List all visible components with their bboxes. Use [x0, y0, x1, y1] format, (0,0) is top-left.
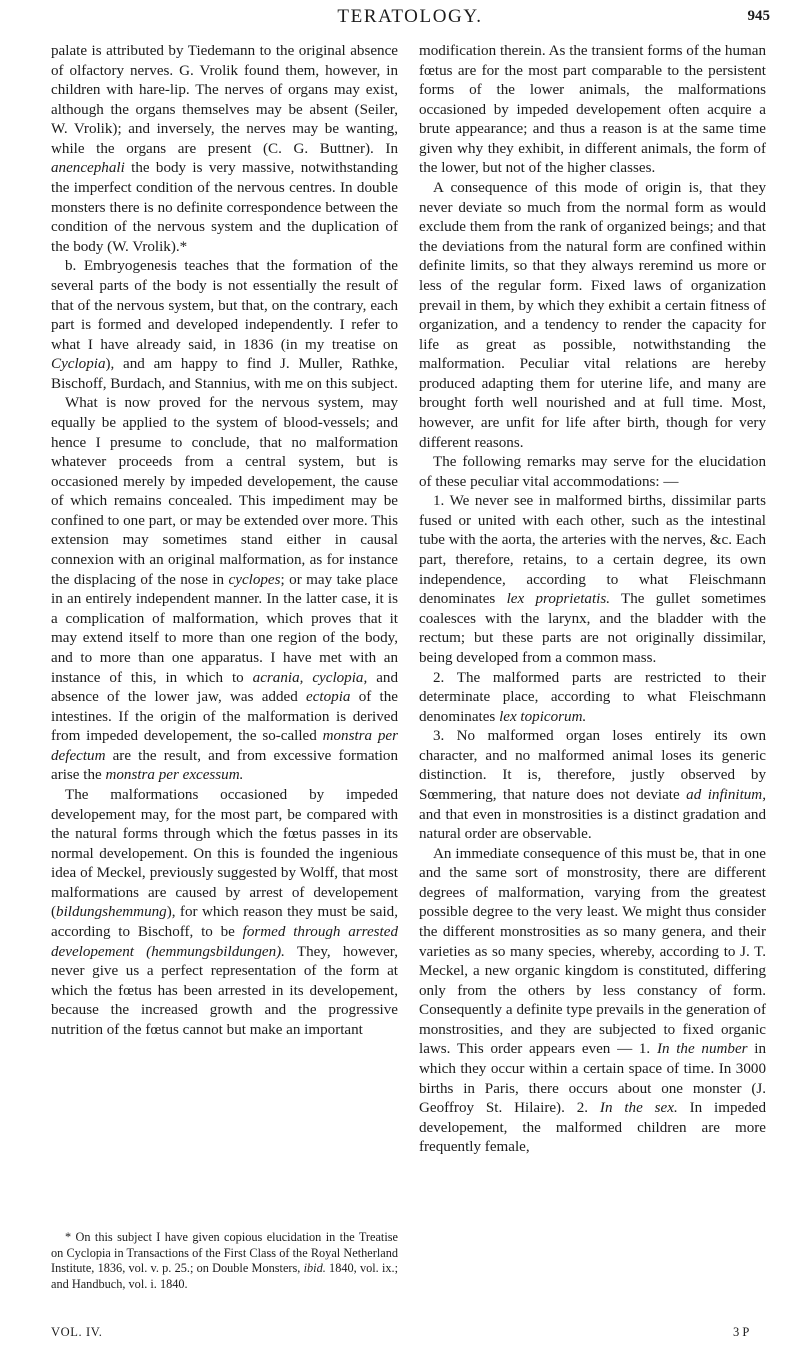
running-title: TERATOLOGY.	[337, 6, 483, 27]
right-paragraph-3: The following remarks may serve for the elucidation of these peculiar vital accommodations: —	[419, 454, 766, 490]
left-paragraph-2: b. Embryogenesis teaches that the formation of the several parts of the body is not essentially the result of that of the nervous system, but that, on the contrary, each part is formed and developed independently. I refer to what I have already said, in 1836 (in my treatise on Cyclopia), and am happy to find J. Muller, Rathke, Bischoff, Burdach, and Stannius, with me on this subject.	[51, 258, 398, 392]
right-paragraph-5: 2. The malformed parts are restricted to their determinate place, according to what Fleischmann denominates lex topicorum.	[419, 669, 766, 725]
right-column	[419, 42, 766, 1158]
left-paragraph-4: The malformations occasioned by impeded developement may, for the most part, be compared with the natural forms through which the fœtus passes in its normal developement. On this is founded the ingenious idea of Meckel, previously suggested by Wolff, that most malformations are caused by arrest of developement (bildungshemmung), for which reason they must be said, according to Bischoff, to be formed through arrested developement (hemmungsbildungen). They, however, never give us a perfect representation of the form at which the fœtus has been arrested in its developement, because the increased growth and the progressive nutrition of the fœtus cannot but make an important	[51, 786, 399, 1038]
right-paragraph-6: 3. No malformed organ loses entirely its own character, and no malformed animal loses its generic distinction. It is, therefore, justly observed by Sœmmering, that nature does not deviate ad infinitum, and that even in monstrosities is a distinct gradation and natural order are observable.	[419, 728, 766, 843]
right-paragraph-7: An immediate consequence of this must be, that in one and the same sort of monstrosity, there are different degrees of malformation, varying from the greatest possible degree to the very least. We might thus consider the different monstrosities as so many genera, and their varieties as so many species, whereby, according to J. T. Meckel, a new organic kingdom is constituted, differing only from the others by less constancy of form. Consequently a definite type prevails in the generation of monstrosities, and they are subjected to fixed organic laws. This order appears even — 1. In the number in which they occur within a certain space of time. In 3000 births in Paris, there occurs about one monster (J. Geoffroy St. Hilaire). 2. In the sex. In impeded developement, the malformed children are more frequently female,	[419, 845, 767, 1156]
volume-signature: VOL. IV.	[51, 1325, 103, 1339]
right-paragraph-2: A consequence of this mode of origin is, that they never deviate so much from the normal form as would exclude them from the rank of organized beings; and that the deviations from the natural form are confined within definite limits, so that they always reremind us more or less of the regular form. Fixed laws of organization prevail in them, by which they exhibit a certain fitness of organization, and a tendency to render the capacity for life as great as possible, notwithstanding the malformation. Peculiar vital relations are hereby produced adapting them for uterine life, and many are brought forth well nourished and at full time. Most, however, are unfit for life after birth, though for very different reasons.	[419, 180, 766, 451]
left-paragraph-3: What is now proved for the nervous system, may equally be applied to the system of blood-vessels; and hence I presume to conclude, that no malformation whatever proceeds from a central system, but is occasioned merely by impeded developement, the cause of which remains concealed. This impediment may be confined to one part, or may be extended over more. This extension may sometimes stand either in causal connexion with an original malformation, as for instance the displacing of the nose in cyclopes; or may take place in an entirely independent manner. In the latter case, it is a complication of malformation, which proves that it may extend itself to more than one region of the body, and to more than one apparatus. I have met with an instance of this, in which to acrania, cyclopia, and absence of the lower jaw, was added ectopia of the intestines. If the origin of the malformation is derived from impeded developement, the so-called monstra per defectum are the result, and from excessive formation arise the monstra per excessum.	[51, 395, 399, 784]
footnote	[51, 1230, 398, 1292]
sheet-signature: 3 P	[733, 1325, 750, 1339]
left-column	[51, 42, 398, 1040]
right-paragraph-1: modification therein. As the transient forms of the human fœtus are for the most part comparable to the persistent forms of the lower animals, the malformations occasioned by impeded developement often acquire a brute appearance; and thus a reason is at the same time given why they exhibit, in different animals, the form of the lower, but not of the higher classes.	[419, 43, 766, 177]
right-paragraph-4: 1. We never see in malformed births, dissimilar parts fused or united with each other, such as the intestinal tube with the aorta, the arteries with the nerves, &c. Each part, therefore, retains, to a certain degree, its own independence, according to what Fleischmann denominates lex proprietatis. The gullet sometimes coalesces with the larynx, and the bladder with the rectum; but these parts are not originally dissimilar, being developed from a common mass.	[419, 493, 766, 666]
page-header	[50, 6, 770, 34]
page-number: 945	[747, 8, 770, 24]
left-paragraph-1: palate is attributed by Tiedemann to the original absence of olfactory nerves. G. Vrolik found them, however, in children with hare-lip. The nerves of organs may exist, although the organs themselves may be absent (Seiler, W. Vrolik); and inversely, the nerves may be wanting, while the organs are present (C. G. Buttner). In anencephali the body is very massive, notwithstanding the imperfect condition of the nervous centres. In double monsters there is no definite correspondence between the condition of the nervous system and the duplication of the body (W. Vrolik).*	[51, 43, 398, 255]
footnote-text: * On this subject I have given copious elucidation in the Treatise on Cyclopia in Transactions of the First Class of the Royal Netherland Institute, 1836, vol. v. p. 25.; on Double Monsters, ibid. 1840, vol. ix.; and Handbuch, vol. i. 1840.	[51, 1230, 399, 1291]
